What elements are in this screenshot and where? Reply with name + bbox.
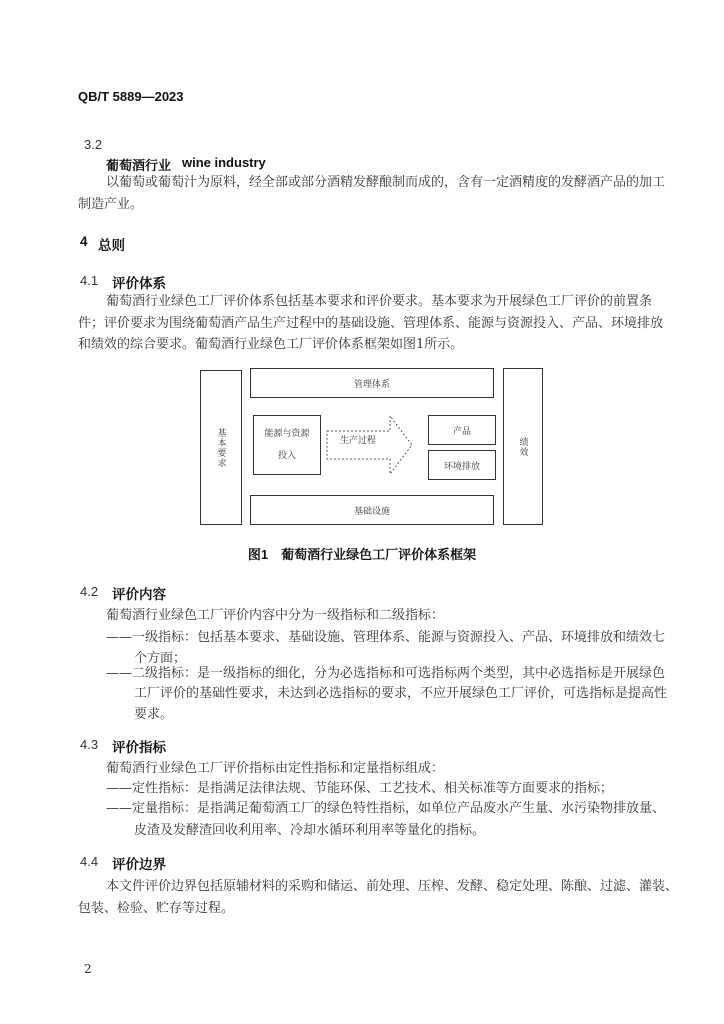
energy-resources-box: [253, 415, 321, 475]
paragraph-line: 葡萄酒行业绿色工厂评价指标由定性指标和定量指标组成：: [106, 761, 445, 776]
infrastructure-box: [250, 495, 494, 525]
paragraph-line: 件；评价要求为围绕葡萄酒产品生产过程中的基础设施、管理体系、能源与资源投入、产品、环境排放: [78, 316, 664, 331]
definition-line: 以葡萄或葡萄汁为原料，经全部或部分酒精发酵酿制而成的，含有一定酒精度的发酵酒产品的加工: [106, 175, 666, 190]
environmental-emission-box: [428, 450, 496, 480]
section-number: 4.1: [80, 273, 99, 288]
section-number: 4.4: [80, 854, 99, 869]
production-process-label: 生产过程: [340, 436, 377, 446]
section-title: 评价指标: [112, 740, 166, 755]
section-number: 4.2: [80, 584, 99, 599]
list-item: 个方面；: [134, 651, 187, 666]
paragraph-line: 葡萄酒行业绿色工厂评价体系包括基本要求和评价要求。基本要求为开展绿色工厂评价的前置条: [106, 294, 653, 309]
performance-label: 绩效: [517, 436, 528, 457]
list-item: 皮渣及发酵渣回收利用率、冷却水循环利用率等量化的指标。: [134, 823, 486, 838]
list-item: ——定性指标：是指满足法律法规、节能环保、工艺技术、相关标准等方面要求的指标；: [106, 781, 614, 796]
definition-line: 制造产业。: [78, 197, 144, 212]
section-number: 4: [80, 234, 88, 249]
management-system-box: [250, 368, 494, 398]
infrastructure-label: 基础设施: [353, 506, 390, 517]
figure-caption: 图1 葡萄酒行业绿色工厂评价体系框架: [247, 547, 477, 562]
page-number: 2: [84, 962, 92, 976]
energy-resources-label: 投入: [277, 451, 296, 461]
standard-code: QB/T 5889—2023: [78, 89, 184, 104]
energy-resources-label: 能源与资源: [264, 429, 310, 439]
section-title: 评价内容: [112, 587, 166, 602]
management-system-label: 管理体系: [353, 379, 390, 390]
paragraph-line: 和绩效的综合要求。葡萄酒行业绿色工厂评价体系框架如图1所示。: [78, 337, 464, 352]
list-item: ——二级指标：是一级指标的细化，分为必选指标和可选指标两个类型，其中必选指标是开展绿色: [106, 666, 666, 681]
paragraph-line: 本文件评价边界包括原辅材料的采购和储运、前处理、压榨、发酵、稳定处理、陈酿、过滤、灌装、: [106, 879, 679, 894]
basic-requirements-label: 基本要求: [215, 427, 226, 468]
list-item: ——一级指标：包括基本要求、基础设施、管理体系、能源与资源投入、产品、环境排放和绩效七: [106, 630, 666, 645]
section-title: 评价边界: [112, 857, 166, 872]
section-title: 总则: [98, 238, 125, 253]
product-label: 产品: [452, 426, 471, 437]
section-number: 4.3: [80, 737, 99, 752]
list-item: 工厂评价的基础性要求，未达到必选指标的要求，不应开展绿色工厂评价，可选指标是提高性: [134, 686, 668, 701]
basic-requirements-box: [200, 370, 242, 525]
product-box: [428, 415, 496, 445]
list-item: ——定量指标：是指满足葡萄酒工厂的绿色特性指标，如单位产品废水产生量、水污染物排放量、: [106, 801, 666, 816]
paragraph-line: 包装、检验、贮存等过程。: [78, 901, 235, 916]
performance-box: [503, 368, 543, 525]
term-english: wine industry: [182, 155, 266, 170]
term-chinese: 葡萄酒行业: [106, 158, 172, 173]
environmental-emission-label: 环境排放: [443, 461, 480, 472]
section-number: 3.2: [84, 137, 103, 152]
paragraph-line: 葡萄酒行业绿色工厂评价内容中分为一级指标和二级指标：: [106, 608, 445, 623]
list-item: 要求。: [134, 707, 174, 722]
section-title: 评价体系: [112, 276, 166, 291]
framework-diagram: [200, 365, 542, 530]
